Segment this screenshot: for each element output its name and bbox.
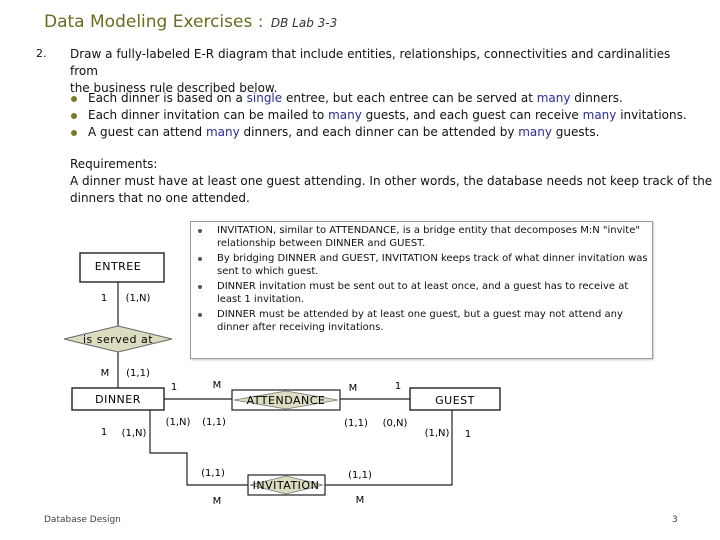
dinner-attendance-cardinality: (1,N)	[165, 417, 191, 428]
dinner-invitation-cardinality: (1,N)	[121, 428, 147, 439]
title-text: Data Modeling Exercises :	[44, 12, 264, 32]
attendance-dinner-connectivity: M	[212, 380, 222, 391]
note-1: INVITATION, similar to ATTENDANCE, is a bridge entity that decomposes M:N "invite" relationship between DINNER and GUEST.	[191, 225, 652, 250]
note-3: DINNER invitation must be sent out to at least once, and a guest has to receive at least 1 invitation.	[191, 281, 652, 306]
invitation-guest-connectivity: M	[355, 495, 365, 506]
page-number: 3	[672, 515, 678, 525]
invitation-guest-cardinality: (1,1)	[348, 470, 372, 481]
note-2: By bridging DINNER and GUEST, INVITATION keeps track of what dinner invitation was sent to which guest.	[191, 253, 652, 278]
dinner-connectivity: M	[100, 368, 110, 379]
served-name: is served at	[82, 333, 154, 346]
requirements-line-1: A dinner must have at least one guest attending. In other words, the database needs not keep track of the	[70, 174, 713, 188]
note-4: DINNER must be attended by at least one guest, but a guest may not attend any dinner after receiving invitations.	[191, 309, 652, 334]
rule-3: A guest can attend many dinners, and each dinner can be attended by many guests.	[70, 124, 687, 141]
footer-label: Database Design	[44, 515, 121, 525]
attendance-name: ATTENDANCE	[246, 394, 326, 407]
dinner-invitation-connectivity: 1	[100, 427, 108, 438]
attendance-guest-connectivity: M	[348, 383, 358, 394]
requirements-line-2: dinners that no one attended.	[70, 191, 250, 205]
dinner-cardinality: (1,1)	[126, 368, 150, 379]
entree-cardinality: (1,N)	[125, 293, 151, 304]
attendance-guest-cardinality: (1,1)	[344, 418, 368, 429]
rule-1: Each dinner is based on a single entree, but each entree can be served at many dinners.	[70, 90, 687, 107]
dinner-attendance-connectivity: 1	[170, 382, 178, 393]
guest-invitation-cardinality: (1,N)	[424, 428, 450, 439]
invitation-dinner-connectivity: M	[212, 496, 222, 507]
guest-attendance-connectivity: 1	[394, 381, 402, 392]
invitation-dinner-cardinality: (1,1)	[201, 468, 225, 479]
requirements-heading: Requirements:	[70, 157, 158, 171]
invitation-name: INVITATION	[252, 479, 320, 492]
entree-connectivity: 1	[100, 293, 108, 304]
title-subtitle: DB Lab 3-3	[270, 16, 338, 30]
notes-box	[190, 221, 653, 359]
question-line-2: the business rule described below.	[70, 81, 278, 95]
guest-name: GUEST	[435, 394, 475, 407]
attendance-dinner-cardinality: (1,1)	[202, 417, 226, 428]
guest-attendance-cardinality: (0,N)	[382, 418, 408, 429]
entree-name: ENTREE	[94, 260, 142, 273]
guest-invitation-connectivity: 1	[464, 429, 472, 440]
rule-2: Each dinner invitation can be mailed to many guests, and each guest can receive many invitations.	[70, 107, 687, 124]
question-line-1: Draw a fully-labeled E-R diagram that include entities, relationships, connectivities and cardinalities from	[70, 47, 671, 78]
dinner-name: DINNER	[95, 393, 141, 406]
question-number: 2.	[36, 47, 47, 60]
